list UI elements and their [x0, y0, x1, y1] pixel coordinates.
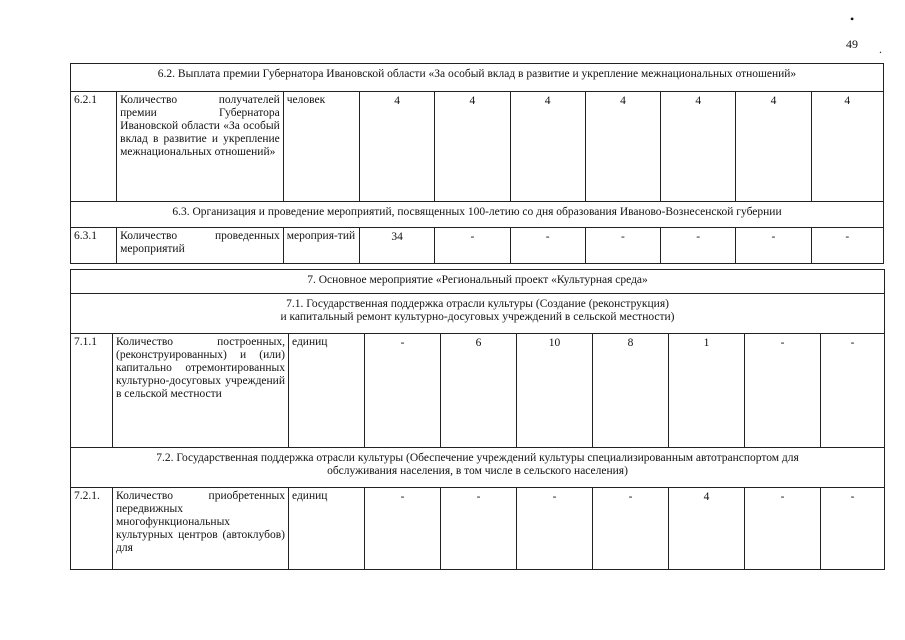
row-value: 4	[510, 92, 585, 202]
row-name: Количество получателей премии Губернатора Ивановской области «За особый вклад в развитие и укрепление межнациональных отношений»	[117, 92, 284, 202]
row-value: 4	[736, 92, 811, 202]
section-heading-7: 7. Основное мероприятие «Региональный проект «Культурная среда»	[71, 270, 885, 294]
row-name: Количество приобретенных передвижных многофункциональных культурных центров (автоклубов) для	[113, 488, 289, 570]
row-unit: человек	[283, 92, 359, 202]
row-value: -	[745, 334, 821, 448]
row-unit: мероприя-тий	[283, 228, 359, 264]
row-value: 6	[441, 334, 517, 448]
row-value: -	[593, 488, 669, 570]
row-value: 4	[360, 92, 435, 202]
row-code: 6.3.1	[71, 228, 117, 264]
row-unit: единиц	[289, 488, 365, 570]
row-value: 4	[811, 92, 883, 202]
scan-dot: .	[879, 42, 882, 56]
table-row	[71, 334, 885, 448]
indicators-table-6	[70, 63, 884, 264]
table-row	[71, 488, 885, 570]
section-heading-6-2: 6.2. Выплата премии Губернатора Ивановской области «За особый вклад в развитие и укрепление межнациональных отношений»	[71, 64, 884, 92]
page-number: 49	[846, 37, 858, 51]
row-value: -	[365, 488, 441, 570]
row-value: -	[745, 488, 821, 570]
row-value: 4	[585, 92, 660, 202]
row-code: 7.2.1.	[71, 488, 113, 570]
row-value: -	[435, 228, 510, 264]
row-value: 4	[669, 488, 745, 570]
row-value: -	[365, 334, 441, 448]
row-value: -	[811, 228, 883, 264]
row-value: 8	[593, 334, 669, 448]
table-block-6	[70, 63, 884, 264]
section-heading-line: 7.1. Государственная поддержка отрасли культуры (Создание (реконструкция)	[286, 298, 669, 310]
row-value: -	[821, 334, 885, 448]
row-value: -	[661, 228, 736, 264]
section-heading-line: обслуживания населения, в том числе в сельского населения)	[327, 465, 628, 477]
table-row	[71, 228, 884, 264]
table-block-7	[70, 269, 884, 570]
row-unit: единиц	[289, 334, 365, 448]
row-value: 34	[360, 228, 435, 264]
section-heading-7-2	[71, 448, 885, 488]
indicators-table-7	[70, 269, 885, 570]
row-value: 4	[435, 92, 510, 202]
row-value: -	[821, 488, 885, 570]
row-code: 7.1.1	[71, 334, 113, 448]
row-value: -	[585, 228, 660, 264]
row-value: 4	[661, 92, 736, 202]
table-row	[71, 92, 884, 202]
row-code: 6.2.1	[71, 92, 117, 202]
row-value: -	[736, 228, 811, 264]
section-heading-6-3: 6.3. Организация и проведение мероприятий, посвященных 100-летию со дня образования Иваново-Вознесенской губернии	[71, 202, 884, 228]
row-value: 10	[517, 334, 593, 448]
row-value: 1	[669, 334, 745, 448]
section-heading-line: и капитальный ремонт культурно-досуговых учреждений в сельской местности)	[280, 311, 675, 323]
row-value: -	[441, 488, 517, 570]
row-value: -	[517, 488, 593, 570]
scan-dot: •	[850, 12, 855, 26]
section-heading-7-1	[71, 294, 885, 334]
section-heading-line: 7.2. Государственная поддержка отрасли культуры (Обеспечение учреждений культуры специализированным автотранспортом для	[156, 452, 799, 464]
row-name: Количество построенных, (реконструированных) и (или) капитально отремонтированных культурно-досуговых учреждений в сельской местности	[113, 334, 289, 448]
row-name: Количество проведенных мероприятий	[117, 228, 284, 264]
row-value: -	[510, 228, 585, 264]
